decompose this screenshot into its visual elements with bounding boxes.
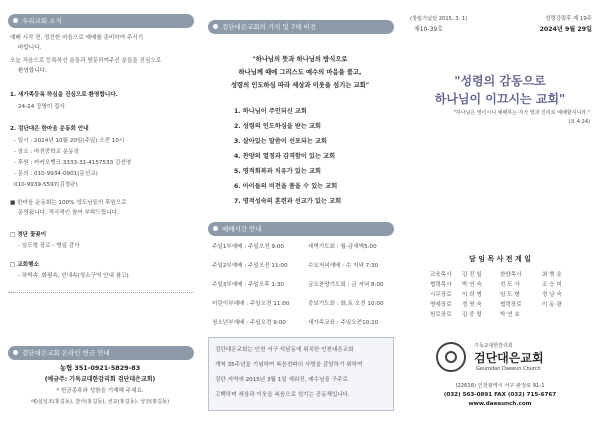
vision-item: 1. 하나님이 주인되신 교회 xyxy=(234,108,307,115)
intro-line-2: 개척 35주년을 기념하여 복음전파의 사명을 감당하기 위하여 xyxy=(215,362,363,368)
staff-name: 정 낭 숙 xyxy=(542,292,562,298)
verse-ref: (요 4:24) xyxy=(568,119,590,125)
worship-row-left: 청소년부예배 : 주일오전 9:00 xyxy=(212,320,286,326)
worship-row-left: 주일2부예배 : 주일오전 11:00 xyxy=(212,263,288,269)
category-flowers-sub: - 임도형 장로 - 병일 감사 xyxy=(18,243,80,249)
worship-row-left: 어린이부예배 : 주일오전 11:00 xyxy=(212,301,290,307)
vision-item: 4. 찬양의 열정과 감격함이 있는 교회 xyxy=(234,153,336,160)
category-cleaning-sub: - 하박속, 화평속, 인내속(청소구역 안내 참고) xyxy=(18,273,129,279)
staff-name: 박 연 호 xyxy=(500,312,520,318)
category-cleaning: □ 교회행소 xyxy=(10,262,39,268)
item-2-detail-3: - 후원 : 카카오뱅크 3333-31-4157533 김선영 xyxy=(14,160,132,166)
denomination: 기독교대한감리회 xyxy=(474,343,513,349)
intro-line-3: 검단 지역에 2015년 3월 1일 세워진, 예수님을 구주로 xyxy=(215,377,348,383)
church-name-en: Geumdan Daeeun Church xyxy=(476,366,541,372)
staff-role: 협력목사 xyxy=(430,282,452,288)
sponsor-note-line-b: 운영됩니다. 적극적인 참여 부탁드립니다. xyxy=(18,210,119,216)
staff-name: 조 승 미 xyxy=(542,282,562,288)
left-divider xyxy=(8,292,194,293)
church-logo-icon xyxy=(436,342,466,372)
staff-role: 명예장로 xyxy=(430,302,452,308)
church-name: 검단대은교회 xyxy=(474,351,544,365)
vision-item: 7. 영적성숙의 훈련과 선교가 있는 교회 xyxy=(234,198,342,205)
liturgical-week: 성령강림후 제 19주 xyxy=(545,16,592,22)
theme-line-1: "성령의 감동으로 xyxy=(454,74,546,88)
notice-1-line-b: 바랍니다. xyxy=(18,45,42,51)
staff-role: 전 도 사 xyxy=(500,282,520,288)
staff-name: 김 진 일 xyxy=(462,272,482,278)
notice-1-line-a: 예배 시작 전, 정건한 마음으로 예배를 준비하여 주시기 xyxy=(10,35,144,41)
staff-name: 김 중 렬 xyxy=(462,312,482,318)
vision-item: 2. 성령의 인도하심을 받는 교회 xyxy=(234,123,321,130)
notice-header: 우리교회 소식 xyxy=(8,14,194,28)
church-intro-box xyxy=(208,337,394,411)
worship-row-left: 주일3부예배 : 주일오후 1:30 xyxy=(212,282,284,288)
staff-role: 원로장로 xyxy=(430,312,452,318)
church-value-line-2: 하나님께 때에 그리스도 예수의 마음을 품고, xyxy=(238,69,362,76)
sponsor-note-line-a: ■ 한마음 운동회는 100% 성도님들의 후원으로 xyxy=(10,200,127,206)
item-1-title: 1. 새가족등록 하심을 진심으로 환영합니다. xyxy=(10,92,118,98)
worship-row-left: 주일1부예배 : 주일오전 9:00 xyxy=(212,244,284,250)
item-2-detail-5: 010-9939-5597(김정규) xyxy=(14,182,78,188)
church-website[interactable]: www.daeeunch.com xyxy=(468,401,532,407)
bank-holder: (예금주: 기독교대한감리회 검단대은교회) xyxy=(44,376,156,383)
volume-number: 제10-39호 xyxy=(414,26,444,33)
staff-name: 정 명 숙 xyxy=(462,302,482,308)
church-address: (22616) 인천광역시 서구 완정로 91-1 xyxy=(455,383,545,389)
staff-role: 시무장로 xyxy=(430,292,452,298)
offering-note: * 헌금종류와 성함을 기재해 주세요. xyxy=(56,388,144,394)
right-panel xyxy=(400,0,600,424)
notice-2-line-b: 환영합니다. xyxy=(18,68,47,74)
church-value-line-3: 성령의 인도하심 따라 세상과 이웃을 섬기는 교회" xyxy=(230,82,370,89)
category-flowers: □ 경단 꽃꽂이 xyxy=(10,232,47,238)
staff-role: 협력장로 xyxy=(500,302,522,308)
notice-2-line-a: 오늘 처음으로 등록하신 분들과 방문하여주신 분들을 진심으로 xyxy=(10,58,162,64)
verse-text: "하나님은 영이시니 예배하는 자가 영과 진리로 예배할지니라." xyxy=(453,110,590,116)
founding-date: (창립기념일 2015. 3. 1) xyxy=(410,16,468,22)
vision-item: 6. 아이들의 비전을 품을 수 있는 교회 xyxy=(234,183,338,190)
offering-header: 검단대은교회 온라인 헌금 안내 xyxy=(8,346,194,360)
bank-account: 농협 351-0921-5829-83 xyxy=(59,364,141,372)
item-2-detail-4: - 문의 : 010-9934-0901(문선교) xyxy=(14,171,98,177)
offering-example: 예)십일조(홍길동), 감사(홍길동), 선교(홍길동), 성전(홍길동) xyxy=(30,399,170,405)
item-2-title: 2. 검단대은 한마음 운동회 안내 xyxy=(10,126,89,132)
staff-name: 이 동 광 xyxy=(542,302,562,308)
bulletin-date: 2024년 9월 29일 xyxy=(539,26,592,33)
worship-row-right: 수요저녁예배 : 수 저녁 7:30 xyxy=(308,263,379,269)
worship-row-right: 중보기도회 : 화,토 오전 10:00 xyxy=(308,301,384,307)
vision-header: 검단대은교회의 가치 및 7대 비전 xyxy=(208,20,394,34)
staff-name: 박 연 숙 xyxy=(462,282,482,288)
intro-line-4: 고백하며 세상과 이웃을 복음으로 섬기는 공동체입니다. xyxy=(215,392,350,398)
senior-pastor: 담 임 목 사 전 계 일 xyxy=(469,255,531,263)
staff-name: 최 병 운 xyxy=(542,272,562,278)
staff-name: 임 도 형 xyxy=(500,292,520,298)
staff-name: 이 희 병 xyxy=(462,292,482,298)
item-2-detail-1: - 일시 : 2024년 10월 20일(주일) 오전 10시 xyxy=(14,138,125,144)
left-panel xyxy=(0,0,200,424)
staff-role: 찬양목사 xyxy=(500,272,522,278)
vision-item: 5. 영적회복과 치유가 있는 교회 xyxy=(234,168,321,175)
worship-header: 예배시간 안내 xyxy=(208,222,394,236)
theme-line-2: 하나님이 이끄시는 교회" xyxy=(434,92,566,106)
worship-row-right: 금요찬양기도회 : 금 저녁 8:00 xyxy=(308,282,384,288)
staff-role: 교육목사 xyxy=(430,272,452,278)
middle-panel xyxy=(200,0,400,424)
worship-row-right: 세벽기도회 : 월-금새벽5:00 xyxy=(308,244,377,250)
vision-item: 3. 살아있는 말씀이 선포되는 교회 xyxy=(234,138,327,145)
church-value-line-1: "하나님의 뜻과 하나님의 방식으로 xyxy=(252,56,348,63)
church-phone: (032) 563-0891 FAX (032) 715-6767 xyxy=(443,392,557,398)
intro-line-1: 검단대은교회는 인천 서구 석남동에 위치한 인천대은교회 xyxy=(215,347,354,353)
worship-row-right: 새가족교육 : 주일오전10:20 xyxy=(308,320,379,326)
item-2-detail-2: - 장소 : 마전중학교 운동장 xyxy=(14,149,80,155)
item-1-sub: 24-24 강명이 집사 xyxy=(18,104,65,110)
